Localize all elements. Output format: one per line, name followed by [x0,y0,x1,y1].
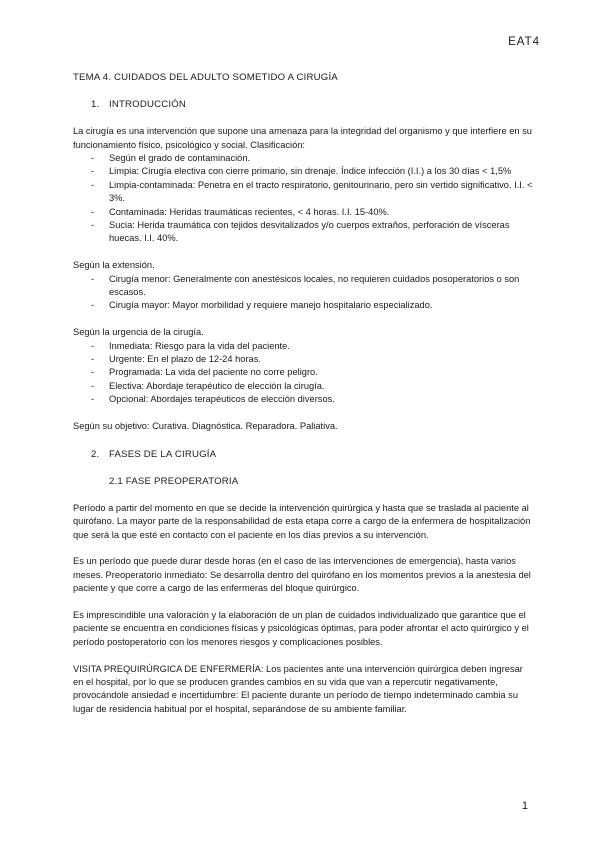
body-paragraph: Es imprescindible una valoración y la elaboración de un plan de cuidados individualizado que garantice que el paciente se encuentra en condiciones físicas y psicológicas óptimas, para poder afrontar el acto quirúrgico y el período postoperatorio con los menores riesgos y complicaciones posibles. [73,609,529,647]
list-item: - Según el grado de contaminación. [91,152,533,165]
list-item: - Limpia-contaminada: Penetra en el tracto respiratorio, genitourinario, pero sin vertido significativo. I.I. < 3%. [91,179,533,206]
list-item: - Sucia: Herida traumática con tejidos desvitalizados y/o cuerpos extraños, perforación de vísceras huecas. I.I. 40%. [91,219,533,246]
list-item: - Electiva: Abordaje terapéutico de elección la cirugía. [91,380,533,393]
contamination-list [73,152,533,246]
list-item: - Cirugía mayor: Mayor morbilidad y requiere manejo hospitalario especializado. [91,299,533,312]
list-item: - Contaminada: Heridas traumáticas recientes, < 4 horas. I.I. 15-40%. [91,206,533,219]
subsection-heading-preoperatoria: 2.1 FASE PREOPERATORIA [109,475,239,487]
extension-list [73,273,533,313]
section-number: 2. [91,448,100,460]
body-paragraph: Es un período que puede durar desde horas (en el caso de las intervenciones de emergencia), hasta varios meses. Preoperatorio inmediato: Se desarrolla dentro del quirófano en los momentos previos a la anestesia del paciente y que corre a cargo de las enfermeras del bloque quirúrgico. [73,556,531,594]
urgency-list [73,340,533,407]
list-item: - Urgente: En el plazo de 12-24 horas. [91,353,533,366]
extension-label: Según la extensión. [73,260,155,271]
urgency-label: Según la urgencia de la cirugía. [73,327,204,338]
body-paragraph: Período a partir del momento en que se decide la intervención quirúrgica y hasta que se traslada al paciente al quirófano. La mayor parte de la responsabilidad de esta etapa corre a cargo de la enfermera de hospitalización que será la que esté en contacto con el paciente en los días previos a su intervención. [73,502,531,540]
section-number: 1. [91,99,100,111]
section-title: FASES DE LA CIRUGÍA [109,448,217,460]
list-item: - Cirugía menor: Generalmente con anestésicos locales, no requieren cuidados posoperatorios o son escasos. [91,273,533,300]
objective-paragraph: Según su objetivo: Curativa. Diagnóstica. Reparadora. Paliativa. [73,421,338,432]
section-heading-fases [91,448,533,461]
intro-paragraph: La cirugía es una intervención que supone una amenaza para la integridad del organismo y que interfiere en su funcionamiento físico, psicológico y social. Clasificación: [73,126,532,150]
document-title: TEMA 4. CUIDADOS DEL ADULTO SOMETIDO A CIRUGÍA [73,72,338,83]
section-title: INTRODUCCIÓN [109,99,187,111]
header-code: EAT4 [508,36,540,48]
section-heading-introduccion [91,98,533,111]
list-item: - Inmediata: Riesgo para la vida del paciente. [91,340,533,353]
document-body [73,71,533,716]
body-paragraph: VISITA PREQUIRÚRGICA DE ENFERMERÍA: Los pacientes ante una intervención quirúrgica deben ingresar en el hospital, por lo que se producen grandes cambios en su vida que van a repercutir negativamente, provocándole ansiedad e incertidumbre: El paciente durante un período de tiempo indeterminado cambia su lugar de residencia habitual por el hospital, separándose de su ambiente familiar. [73,663,523,714]
page-number: 1 [521,800,528,812]
list-item: - Programada: La vida del paciente no corre peligro. [91,366,533,379]
list-item: - Limpia: Cirugía electiva con cierre primario, sin drenaje. Índice infección (I.I.) a los 30 días < 1,5% [91,165,533,178]
list-item: - Opcional: Abordajes terapéuticos de elección diversos. [91,393,533,406]
